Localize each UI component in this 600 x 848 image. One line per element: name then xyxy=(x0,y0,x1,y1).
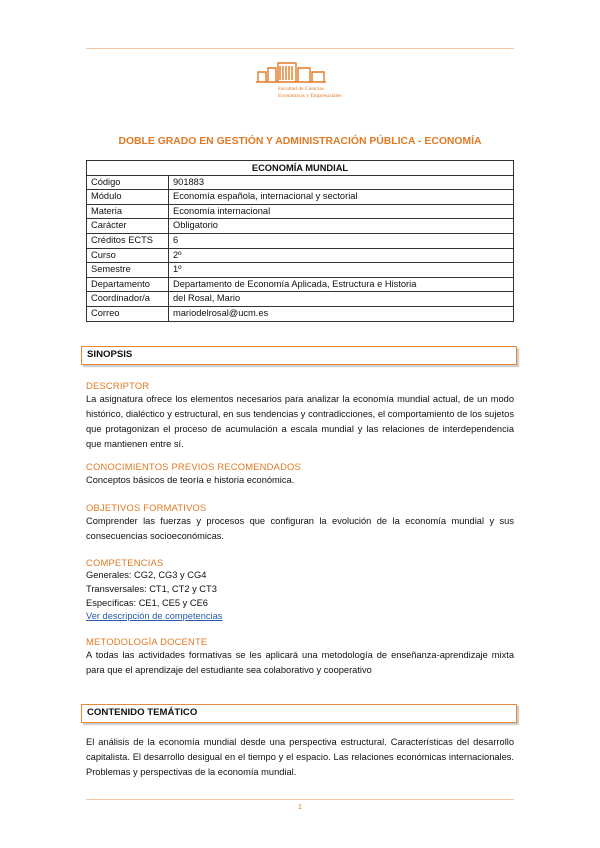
competencias-heading: COMPETENCIAS xyxy=(86,557,164,568)
conocimientos-heading: CONOCIMIENTOS PREVIOS RECOMENDADOS xyxy=(86,461,301,472)
metodologia-text: A todas las actividades formativas se les aplicará una metodología de enseñanza-aprendizaje mixta para que el aprendizaje del estudiante sea colaborativo y cooperativo xyxy=(86,650,514,675)
section-contenido xyxy=(81,704,517,723)
section-heading: CONTENIDO TEMÁTICO xyxy=(87,707,198,718)
table-row: Departamento Departamento de Economía Aplicada, Estructura e Historia xyxy=(87,277,514,292)
descriptor-heading: DESCRIPTOR xyxy=(86,380,150,391)
table-row: Curso 2º xyxy=(87,248,514,263)
competencias-especificas: Específicas: CE1, CE5 y CE6 xyxy=(86,598,208,608)
descriptor-text: La asignatura ofrece los elementos necesarios para analizar la economía mundial actual, de un modo histórico, dialéctico y estructural, en sus tendencias y contradicciones, el comportamiento de los sujetos que protagonizan el proceso de acumulación a escala mundial y las relaciones de interdependencia que mantienen entre sí. xyxy=(86,394,514,449)
logo-line-2: Económicas y Empresariales xyxy=(278,93,342,99)
table-row: Semestre 1º xyxy=(87,263,514,278)
section-heading: SINOPSIS xyxy=(87,349,133,360)
conocimientos-text: Conceptos básicos de teoría e historia económica. xyxy=(86,475,295,485)
page-title: DOBLE GRADO EN GESTIÓN Y ADMINISTRACIÓN PÚBLICA - ECONOMÍA xyxy=(118,136,482,147)
table-row: Correo mariodelrosal@ucm.es xyxy=(87,306,514,321)
contenido-text: El análisis de la economía mundial desde una perspectiva estructural. Características del desarrollo capitalista. El desarrollo desigual en el tiempo y el espacio. Las relaciones económicas internacionales. Problemas y perspectivas de la economía mundial. xyxy=(86,737,514,777)
table-row: Código 901883 xyxy=(87,175,514,190)
metodologia-heading: METODOLOGÍA DOCENTE xyxy=(86,636,208,647)
objetivos-text: Comprender las fuerzas y procesos que configuran la evolución de la economía mundial y sus consecuencias socioeconómicas. xyxy=(86,516,514,541)
page-number: 1 xyxy=(297,802,303,811)
footer-rule xyxy=(86,799,514,800)
table-row: Coordinador/a del Rosal, Mario xyxy=(87,292,514,307)
table-row: Créditos ECTS 6 xyxy=(87,233,514,248)
table-row: Módulo Economía española, internacional y sectorial xyxy=(87,190,514,205)
competencias-transversales: Transversales: CT1, CT2 y CT3 xyxy=(86,584,217,594)
logo-line-1: Facultad de Ciencias xyxy=(278,86,324,92)
table-row: Carácter Obligatorio xyxy=(87,219,514,234)
table-header: ECONOMÍA MUNDIAL xyxy=(87,161,514,176)
section-sinopsis xyxy=(81,346,517,365)
header-rule xyxy=(86,48,514,49)
objetivos-heading: OBJETIVOS FORMATIVOS xyxy=(86,502,207,513)
competencias-generales: Generales: CG2, CG3 y CG4 xyxy=(86,570,207,580)
subject-info-table xyxy=(86,160,514,322)
competencias-link[interactable]: Ver descripción de competencias xyxy=(86,611,223,621)
table-row: Materia Economía internacional xyxy=(87,204,514,219)
faculty-logo xyxy=(252,58,348,102)
